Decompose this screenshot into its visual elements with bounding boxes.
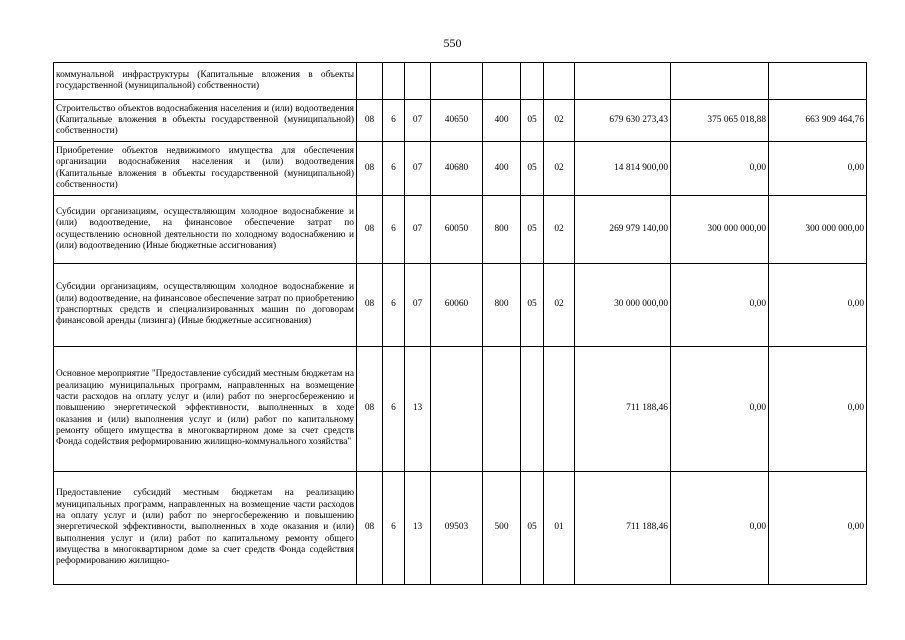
program-code xyxy=(357,63,383,100)
amount-year-3: 0,00 xyxy=(769,472,867,585)
amount-year-1 xyxy=(575,63,671,100)
row-description: Субсидии организациям, осуществляющим холодное водоснабжение и (или) водоотведение, на финансовое обеспечение затрат по приобретению транспортных средств и специализированных машин по договорам финансовой аренды (лизинга) (Иные бюджетные ассигнования) xyxy=(54,264,357,347)
section-code xyxy=(521,347,544,472)
target-item-code: 09503 xyxy=(431,472,483,585)
section-code: 05 xyxy=(521,196,544,264)
amount-year-3: 663 909 464,76 xyxy=(769,100,867,142)
target-item-code: 60050 xyxy=(431,196,483,264)
amount-year-2: 0,00 xyxy=(671,347,769,472)
row-description: Предоставление субсидий местным бюджетам на реализацию муниципальных программ, направленных на возмещение части расходов на оплату услуг и (или) работ по энергосбережению и повышению энергетической эффективности, выполненных в ходе оказания и (или) выполнения услуг и (или) работ по капитальному ремонту общего имущества в многоквартирном доме за счет средств Фонда содействия реформированию жилищно- xyxy=(54,472,357,585)
row-description: Субсидии организациям, осуществляющим холодное водоснабжение и (или) водоотведение, на финансовое обеспечение затрат по осуществлению основной деятельности по холодному водоснабжению и (или) водоотведению (Иные бюджетные ассигнования) xyxy=(54,196,357,264)
amount-year-1: 269 979 140,00 xyxy=(575,196,671,264)
expense-type-code: 400 xyxy=(483,142,521,196)
amount-year-2: 0,00 xyxy=(671,142,769,196)
amount-year-3: 0,00 xyxy=(769,142,867,196)
subsection-code: 01 xyxy=(544,472,575,585)
expense-type-code: 800 xyxy=(483,264,521,347)
amount-year-3: 0,00 xyxy=(769,347,867,472)
activity-code: 07 xyxy=(405,142,431,196)
amount-year-3 xyxy=(769,63,867,100)
section-code: 05 xyxy=(521,264,544,347)
activity-code: 07 xyxy=(405,196,431,264)
program-code: 08 xyxy=(357,264,383,347)
table-row xyxy=(54,142,867,196)
program-code: 08 xyxy=(357,142,383,196)
activity-code: 13 xyxy=(405,472,431,585)
subsection-code: 02 xyxy=(544,264,575,347)
amount-year-2: 375 065 018,88 xyxy=(671,100,769,142)
target-item-code: 60060 xyxy=(431,264,483,347)
activity-code: 07 xyxy=(405,100,431,142)
activity-code xyxy=(405,63,431,100)
table-row xyxy=(54,196,867,264)
expense-type-code: 800 xyxy=(483,196,521,264)
table-row xyxy=(54,100,867,142)
target-item-code: 40680 xyxy=(431,142,483,196)
amount-year-2: 0,00 xyxy=(671,472,769,585)
target-item-code: 40650 xyxy=(431,100,483,142)
expense-type-code: 500 xyxy=(483,472,521,585)
amount-year-1: 679 630 273,43 xyxy=(575,100,671,142)
subprogram-code: 6 xyxy=(383,142,405,196)
program-code: 08 xyxy=(357,196,383,264)
expense-type-code xyxy=(483,347,521,472)
target-item-code xyxy=(431,63,483,100)
amount-year-2 xyxy=(671,63,769,100)
amount-year-1: 711 188,46 xyxy=(575,472,671,585)
section-code: 05 xyxy=(521,472,544,585)
table-row xyxy=(54,472,867,585)
target-item-code xyxy=(431,347,483,472)
table-row xyxy=(54,264,867,347)
amount-year-1: 30 000 000,00 xyxy=(575,264,671,347)
section-code: 05 xyxy=(521,100,544,142)
page-number: 550 xyxy=(443,36,462,50)
budget-table-body xyxy=(54,63,867,585)
subprogram-code: 6 xyxy=(383,347,405,472)
subprogram-code: 6 xyxy=(383,100,405,142)
activity-code: 07 xyxy=(405,264,431,347)
subprogram-code: 6 xyxy=(383,196,405,264)
amount-year-2: 0,00 xyxy=(671,264,769,347)
section-code xyxy=(521,63,544,100)
program-code: 08 xyxy=(357,472,383,585)
subsection-code: 02 xyxy=(544,142,575,196)
subsection-code: 02 xyxy=(544,100,575,142)
subprogram-code: 6 xyxy=(383,472,405,585)
section-code: 05 xyxy=(521,142,544,196)
amount-year-3: 300 000 000,00 xyxy=(769,196,867,264)
row-description: Строительство объектов водоснабжения населения и (или) водоотведения (Капитальные вложения в объекты государственной (муниципальной) собственности) xyxy=(54,100,357,142)
program-code: 08 xyxy=(357,347,383,472)
program-code: 08 xyxy=(357,100,383,142)
table-row xyxy=(54,63,867,100)
amount-year-1: 711 188,46 xyxy=(575,347,671,472)
amount-year-2: 300 000 000,00 xyxy=(671,196,769,264)
subsection-code xyxy=(544,347,575,472)
activity-code: 13 xyxy=(405,347,431,472)
subprogram-code: 6 xyxy=(383,264,405,347)
subsection-code: 02 xyxy=(544,196,575,264)
row-description: Основное мероприятие "Предоставление субсидий местным бюджетам на реализацию муниципальных программ, направленных на возмещение части расходов на оплату услуг и (или) работ по энергосбережению и повышению энергетической эффективности, выполненных в ходе оказания и (или) выполнения услуг и (или) работ по капитальному ремонту общего имущества в многоквартирном доме за счет средств Фонда содействия реформированию жилищно-коммунального хозяйства" xyxy=(54,347,357,472)
table-row xyxy=(54,347,867,472)
row-description: коммунальной инфраструктуры (Капитальные вложения в объекты государственной (муниципальной) собственности) xyxy=(54,63,357,100)
subsection-code xyxy=(544,63,575,100)
budget-table xyxy=(53,62,867,585)
expense-type-code: 400 xyxy=(483,100,521,142)
subprogram-code xyxy=(383,63,405,100)
amount-year-1: 14 814 900,00 xyxy=(575,142,671,196)
amount-year-3: 0,00 xyxy=(769,264,867,347)
expense-type-code xyxy=(483,63,521,100)
row-description: Приобретение объектов недвижимого имущества для обеспечения организации водоснабжения населения и (или) водоотведения (Капитальные вложения в объекты государственной (муниципальной) собственности) xyxy=(54,142,357,196)
